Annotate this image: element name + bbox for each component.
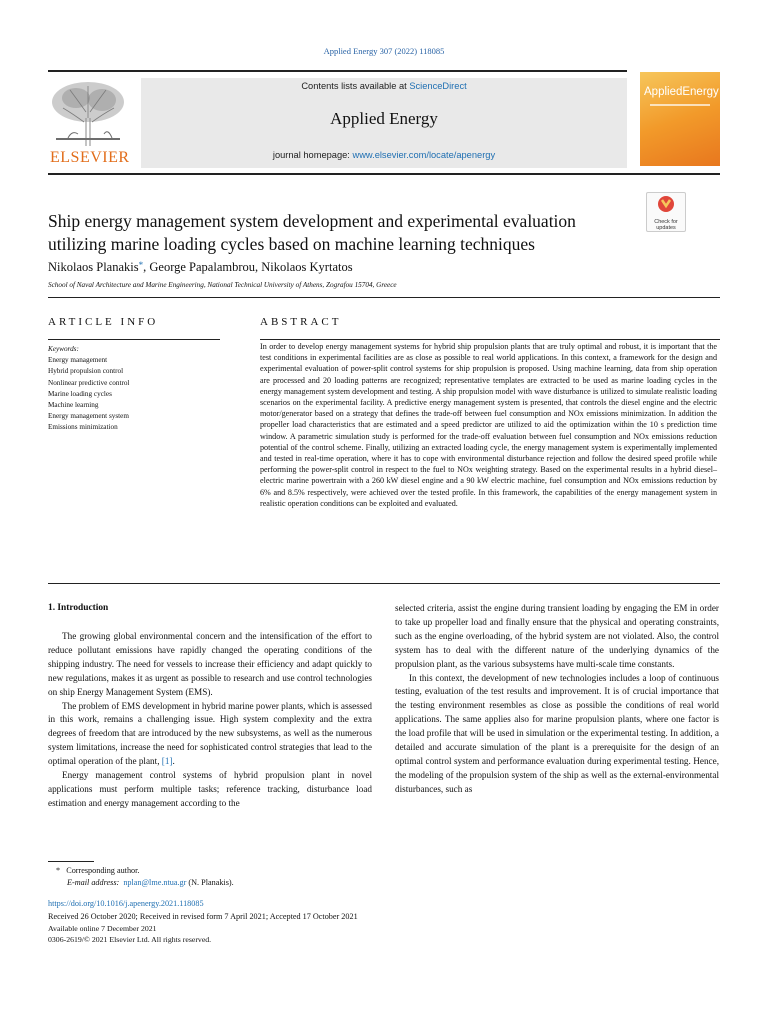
article-title: [48, 210, 638, 256]
homepage-prefix: journal homepage:: [272, 150, 353, 160]
keyword-item[interactable]: Machine learning: [48, 401, 99, 410]
check-updates-icon: [647, 193, 685, 215]
email-suffix: (N. Planakis).: [186, 878, 234, 887]
contents-line: [141, 81, 627, 91]
footnote-mark: *: [56, 866, 61, 875]
footnote-text: Corresponding author.: [66, 866, 140, 875]
body-right-column: [395, 602, 719, 797]
cover-subtitle-line: [650, 104, 710, 106]
homepage-link[interactable]: www.elsevier.com/locate/apenergy: [352, 150, 496, 160]
elsevier-wordmark: ELSEVIER: [50, 149, 130, 166]
keyword-item[interactable]: Nonlinear predictive control: [48, 378, 130, 387]
copyright: 0306-2619/© 2021 Elsevier Ltd. All rights reserved.: [48, 935, 212, 944]
check-for-updates-badge[interactable]: [646, 192, 686, 232]
body-paragraph: selected criteria, assist the engine during transient loading by engaging the EM in order to take up propeller load and finally ensure that the physical and operating constraints, such as the engine overloading, of the hybrid system are not violated. Also, the control system has to deal with the different nature of the underlying dynamics of the propulsion plant, as the various subsystems have multi-scale time constants.: [395, 603, 719, 669]
keyword-item[interactable]: Energy management: [48, 356, 108, 365]
article-info-rule: [48, 339, 220, 340]
homepage-line: [141, 150, 627, 160]
email-label: E-mail address:: [67, 878, 120, 887]
elsevier-tree-logo: [48, 78, 128, 148]
body-paragraph: In this context, the development of new technologies includes a loop of continuous testing, evaluation of the test results and improvement. It is of crucial importance that the testing environment resembles as close as possible the conditions of real world applications. The same applies also for marine propulsion plants, where one factor is the load profile that will be used in simulation or the experimental testing. In addition, a detailed and accurate simulation of the plant is a prerequisite for the design of an optimal control system and performance evaluation during experimental testing. Hence, the modeling of the propulsion system of the ship as well as the external-environmental disturbances, such as: [395, 672, 719, 794]
header-top-rule: [48, 70, 627, 72]
affiliation: School of Naval Architecture and Marine Engineering, National Technical University of Athens, Zografou 15704, Greece: [48, 281, 397, 289]
keywords-block: [48, 344, 129, 434]
paragraph-text: .: [172, 756, 175, 767]
body-paragraph: [48, 700, 372, 770]
keyword-item[interactable]: Energy management system: [48, 412, 129, 421]
title-line-2: utilizing marine loading cycles based on machine learning techniques: [48, 234, 535, 254]
email-note: [67, 878, 234, 887]
check-updates-label: Check for updates: [654, 219, 678, 231]
abstract-rule: [260, 339, 720, 340]
paragraph-text: The problem of EMS development in hybrid marine power plants, which is assessed in this work, remains a challenging issue. High system complexity and the extra degrees of freedom that are introduced by the new subsystems, as well as the numerous system limitations, increase the need for sophisticated control strategies that lead to the optimal operation of the plant,: [48, 700, 373, 767]
author-list: [48, 260, 353, 275]
abstract-heading: ABSTRACT: [260, 316, 342, 328]
body-left-column: [48, 630, 372, 811]
body-paragraph: Energy management control systems of hybrid propulsion plant in novel applications must perform multiple tasks; reference tracking, disturbance load estimation and energy management according to the: [48, 770, 372, 808]
footnote-rule: [48, 861, 94, 862]
title-line-1: Ship energy management system development and experimental evaluation: [48, 211, 576, 231]
body-paragraph: The growing global environmental concern and the intensification of the effort to reduce pollutant emissions have rapidly changed the operating conditions of the shipping industry. The need for vessels to increase their efficiency and adapt quickly to new regulations, makes it as urgent as possible to research and use control technologies on ship Energy Management System (EMS).: [48, 631, 372, 697]
sciencedirect-link[interactable]: ScienceDirect: [409, 81, 467, 91]
section-rule-bottom: [48, 583, 720, 584]
keyword-item[interactable]: Marine loading cycles: [48, 389, 112, 398]
journal-citation[interactable]: Applied Energy 307 (2022) 118085: [323, 46, 445, 56]
keywords-label: Keywords:: [48, 345, 79, 353]
corresponding-author-note: [56, 866, 139, 875]
email-link[interactable]: nplan@lme.ntua.gr: [123, 878, 187, 887]
keyword-item[interactable]: Emissions minimization: [48, 423, 118, 432]
header-bottom-rule: [48, 173, 720, 175]
received-dates: Received 26 October 2020; Received in revised form 7 April 2021; Accepted 17 October 2021: [48, 912, 358, 921]
author-1[interactable]: Nikolaos Planakis: [48, 260, 139, 274]
contents-prefix: Contents lists available at: [301, 81, 410, 91]
reference-link[interactable]: [1]: [161, 756, 173, 767]
available-online: Available online 7 December 2021: [48, 924, 157, 933]
article-info-heading: ARTICLE INFO: [48, 316, 159, 328]
corresponding-author-mark[interactable]: *: [138, 260, 144, 270]
doi-link[interactable]: https://doi.org/10.1016/j.apenergy.2021.118085: [48, 899, 204, 908]
cover-title: AppliedEnergy: [644, 86, 719, 98]
journal-name: Applied Energy: [330, 109, 438, 128]
introduction-heading: 1. Introduction: [48, 603, 109, 613]
abstract-text: In order to develop energy management systems for hybrid ship propulsion plants that are truly optimal and robust, it is important that the test conditions in experimental facilities are as close as possible to real world applications. In this context, a framework for the design and experimental evaluation of power-split control systems for ship propulsion is proposed. Using machine learning, data from ship operation are processed and 20 loading patterns are recognized; representative templates are extracted to be used as marine loading cycles in the energy management system development and testing. A ship propulsion model with wave disturbance is utilized to simulate realistic loading scenarios on the experimental facility. A predictive energy management system is presented, that controls the diesel engine and the electric motor/generator based on a strategy that defines the trade-off between fuel consumption and NOx emissions minimization. In addition the propeller load characteristics that are estimated and a speed predictor are utilized to aid the optimization within the 10 s prediction time window. A parametric simulation study is performed for the trade-off evaluation between fuel consumption and NOx emissions reduction potential of the control scheme. Finally, utilizing an extracted loading cycle, the energy management system is experimentally implemented and tested in real-time operation, where it has to cope with environmental disturbance rejection and follow the desired speed profile while performing the power-split control in respect to the fuel to NOx weighting strategy. Based on the experimental results in a hybrid diesel–electric marine powertrain with a 260 kW diesel engine and a 90 kW electric machine, fuel consumption and NOx emissions reduction by 6% and 8.5% respectively, were achieved over the tested profile. In this framework, the capabilities of the energy management system in realistic operation conditions can be exploited and evaluated.: [260, 342, 717, 508]
other-authors: , George Papalambrou, Nikolaos Kyrtatos: [143, 260, 353, 274]
keyword-item[interactable]: Hybrid propulsion control: [48, 367, 124, 376]
section-rule-top: [48, 297, 720, 298]
